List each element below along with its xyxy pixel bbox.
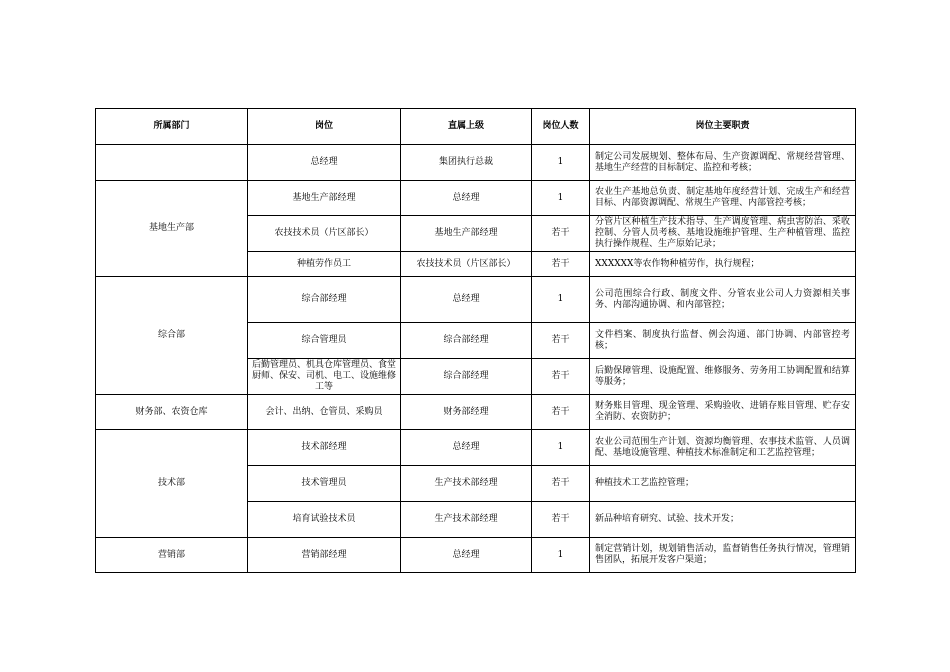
count-cell: 1 [532,538,590,573]
superior-cell: 财务部经理 [401,395,532,430]
duty-cell: 文件档案、制度执行监督、例会沟通、部门协调、内部管控考核； [590,323,856,359]
superior-cell: 总经理 [401,277,532,323]
duty-cell: 农业生产基地总负责、制定基地年度经营计划、完成生产和经营目标、内部资源调配、常规生产管理、内部管控考核； [590,181,856,216]
table-row [96,145,856,181]
superior-cell: 生产技术部经理 [401,466,532,502]
post-cell: 后勤管理员、机具仓库管理员、食堂厨师、保安、司机、电工、设施维修工等 [248,359,401,395]
superior-cell: 农技技术员（片区部长） [401,252,532,277]
post-cell: 技术部经理 [248,430,401,466]
duty-cell: 农业公司范围生产计划、资源均衡管理、农事技术监管、人员调配、基地设施管理、种植技术标准制定和工艺监控管理； [590,430,856,466]
post-cell: 会计、出纳、仓管员、采购员 [248,395,401,430]
superior-cell: 总经理 [401,430,532,466]
table-row [96,430,856,466]
duty-cell: 新品种培育研究、试验、技术开发； [590,502,856,538]
duty-cell: 财务账目管理、现金管理、采购验收、进销存账目管理、贮存安全消防、农资防护； [590,395,856,430]
dept-cell: 财务部、农资仓库 [96,395,248,430]
duty-cell: 后勤保障管理、设施配置、维修服务、劳务用工协调配置和结算等服务； [590,359,856,395]
header-dept: 所属部门 [96,109,248,145]
dept-cell: 营销部 [96,538,248,573]
superior-cell: 集团执行总裁 [401,145,532,181]
superior-cell: 基地生产部经理 [401,216,532,252]
superior-cell: 总经理 [401,538,532,573]
post-cell: 总经理 [248,145,401,181]
post-cell: 培育试验技术员 [248,502,401,538]
post-cell: 营销部经理 [248,538,401,573]
count-cell: 若干 [532,395,590,430]
dept-cell: 技术部 [96,430,248,538]
count-cell: 若干 [532,466,590,502]
superior-cell: 总经理 [401,181,532,216]
dept-cell: 基地生产部 [96,181,248,277]
post-cell: 技术管理员 [248,466,401,502]
position-table [95,108,856,573]
header-superior: 直属上级 [401,109,532,145]
dept-cell [96,145,248,181]
count-cell: 1 [532,145,590,181]
duty-cell: 制定公司发展规划、整体布局、生产资源调配、常规经营管理、基地生产经营的目标制定、监控和考核； [590,145,856,181]
count-cell: 若干 [532,502,590,538]
post-cell: 基地生产部经理 [248,181,401,216]
count-cell: 1 [532,430,590,466]
count-cell: 若干 [532,252,590,277]
post-cell: 种植劳作员工 [248,252,401,277]
superior-cell: 综合部经理 [401,359,532,395]
post-cell: 综合部经理 [248,277,401,323]
count-cell: 1 [532,277,590,323]
table-row [96,395,856,430]
duty-cell: 制定营销计划，规划销售活动，监督销售任务执行情况，管理销售团队，拓展开发客户渠道； [590,538,856,573]
header-post: 岗位 [248,109,401,145]
count-cell: 若干 [532,216,590,252]
count-cell: 若干 [532,359,590,395]
duty-cell: 分管片区种植生产技术指导、生产调度管理、病虫害防治、采收控制、分管人员考核、基地设施维护管理、生产种植管理、监控执行操作规程、生产原始记录； [590,216,856,252]
header-row [96,109,856,145]
post-cell: 综合管理员 [248,323,401,359]
duty-cell: 公司范围综合行政、制度文件、分管农业公司人力资源相关事务、内部沟通协调、和内部管控； [590,277,856,323]
post-cell: 农技技术员（片区部长） [248,216,401,252]
superior-cell: 生产技术部经理 [401,502,532,538]
duty-cell: XXXXXX等农作物种植劳作，执行规程； [590,252,856,277]
table-row [96,277,856,323]
duty-cell: 种植技术工艺监控管理； [590,466,856,502]
header-duty: 岗位主要职责 [590,109,856,145]
count-cell: 1 [532,181,590,216]
dept-cell: 综合部 [96,277,248,395]
superior-cell: 综合部经理 [401,323,532,359]
table-row [96,538,856,573]
count-cell: 若干 [532,323,590,359]
header-count: 岗位人数 [532,109,590,145]
table-row [96,181,856,216]
